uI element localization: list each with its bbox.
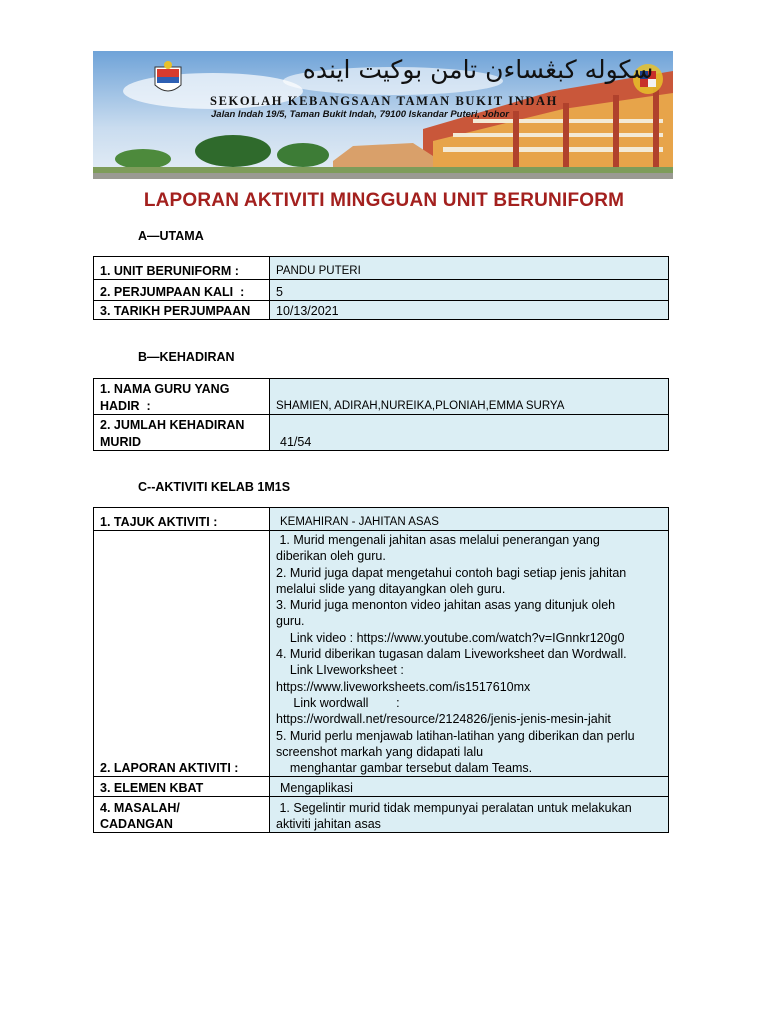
elemen-value: Mengaplikasi <box>270 777 669 797</box>
laporan-line: 3. Murid juga menonton video jahitan asas yang ditunjuk oleh <box>276 598 616 613</box>
tarikh-value: 10/13/2021 <box>270 301 669 320</box>
masalah-value <box>270 797 669 833</box>
kehadiran-label <box>94 415 270 451</box>
kehadiran-label-line2: MURID <box>100 434 141 449</box>
elemen-label: 3. ELEMEN KBAT <box>94 777 270 797</box>
laporan-line: 5. Murid perlu menjawab latihan-latihan yang diberikan dan perlu <box>276 728 635 743</box>
section-c-table <box>93 507 669 833</box>
table-row <box>94 508 669 531</box>
table-row <box>94 797 669 833</box>
laporan-value <box>270 531 669 777</box>
laporan-line: diberikan oleh guru. <box>276 549 386 564</box>
table-row <box>94 531 669 777</box>
school-name: SEKOLAH KEBANGSAAN TAMAN BUKIT INDAH <box>210 94 558 108</box>
laporan-line: screenshot markah yang didapati lalu <box>276 744 484 759</box>
masalah-label <box>94 797 270 833</box>
unit-label: 1. UNIT BERUNIFORM : <box>94 257 270 280</box>
masalah-line: 1. Segelintir murid tidak mempunyai peralatan untuk melakukan <box>276 800 632 815</box>
laporan-link-wordwall[interactable]: https://wordwall.net/resource/2124826/jenis-jenis-mesin-jahit <box>276 712 611 727</box>
laporan-line: melalui slide yang ditayangkan oleh guru. <box>276 581 506 596</box>
unit-value: PANDU PUTERI <box>270 257 669 280</box>
section-b-table <box>93 378 669 451</box>
masalah-label-line2: CADANGAN <box>100 817 173 832</box>
table-row <box>94 379 669 415</box>
tajuk-value: KEMAHIRAN - JAHITAN ASAS <box>270 508 669 531</box>
school-address: Jalan Indah 19/5, Taman Bukit Indah, 79100 Iskandar Puteri, Johor <box>211 109 509 120</box>
laporan-label: 2. LAPORAN AKTIVITI : <box>94 531 270 777</box>
perjumpaan-value: 5 <box>270 280 669 301</box>
report-title: LAPORAN AKTIVITI MINGGUAN UNIT BERUNIFORM <box>143 190 625 211</box>
tarikh-label: 3. TARIKH PERJUMPAAN <box>94 301 270 320</box>
guru-label <box>94 379 270 415</box>
laporan-line: Link LIveworksheet : <box>276 663 404 678</box>
school-name-jawi: سکوله کبڠساءن تامن بوکيت اينده <box>302 55 654 84</box>
school-banner <box>93 51 673 179</box>
laporan-line: Link wordwall : <box>276 695 400 710</box>
laporan-link-liveworksheet[interactable]: https://www.liveworksheets.com/is1517610mx <box>276 679 531 694</box>
table-row <box>94 257 669 280</box>
guru-label-line1: 1. NAMA GURU YANG <box>100 382 230 397</box>
laporan-line: menghantar gambar tersebut dalam Teams. <box>276 761 533 776</box>
section-b-heading: B—KEHADIRAN <box>138 350 235 364</box>
masalah-label-line1: 4. MASALAH/ <box>100 800 180 815</box>
laporan-line: 4. Murid diberikan tugasan dalam Liveworksheet dan Wordwall. <box>276 647 627 662</box>
section-a-heading: A—UTAMA <box>138 229 204 243</box>
laporan-line: guru. <box>276 614 305 629</box>
kehadiran-label-line1: 2. JUMLAH KEHADIRAN <box>100 418 245 433</box>
guru-label-line2: HADIR : <box>100 398 151 413</box>
table-row <box>94 301 669 320</box>
laporan-link-video[interactable]: Link video : https://www.youtube.com/watch?v=IGnnkr120g0 <box>276 630 625 645</box>
table-row <box>94 777 669 797</box>
section-c-heading: C--AKTIVITI KELAB 1M1S <box>138 480 291 494</box>
kehadiran-value: 41/54 <box>270 415 669 451</box>
laporan-line: 2. Murid juga dapat mengetahui contoh bagi setiap jenis jahitan <box>276 565 627 580</box>
table-row <box>94 280 669 301</box>
laporan-line: 1. Murid mengenali jahitan asas melalui penerangan yang <box>276 533 600 547</box>
perjumpaan-label: 2. PERJUMPAAN KALI : <box>94 280 270 301</box>
section-a-table <box>93 256 669 320</box>
masalah-line: aktiviti jahitan asas <box>276 817 381 832</box>
tajuk-label: 1. TAJUK AKTIVITI : <box>94 508 270 531</box>
guru-value: SHAMIEN, ADIRAH,NUREIKA,PLONIAH,EMMA SURYA <box>270 379 669 415</box>
table-row <box>94 415 669 451</box>
